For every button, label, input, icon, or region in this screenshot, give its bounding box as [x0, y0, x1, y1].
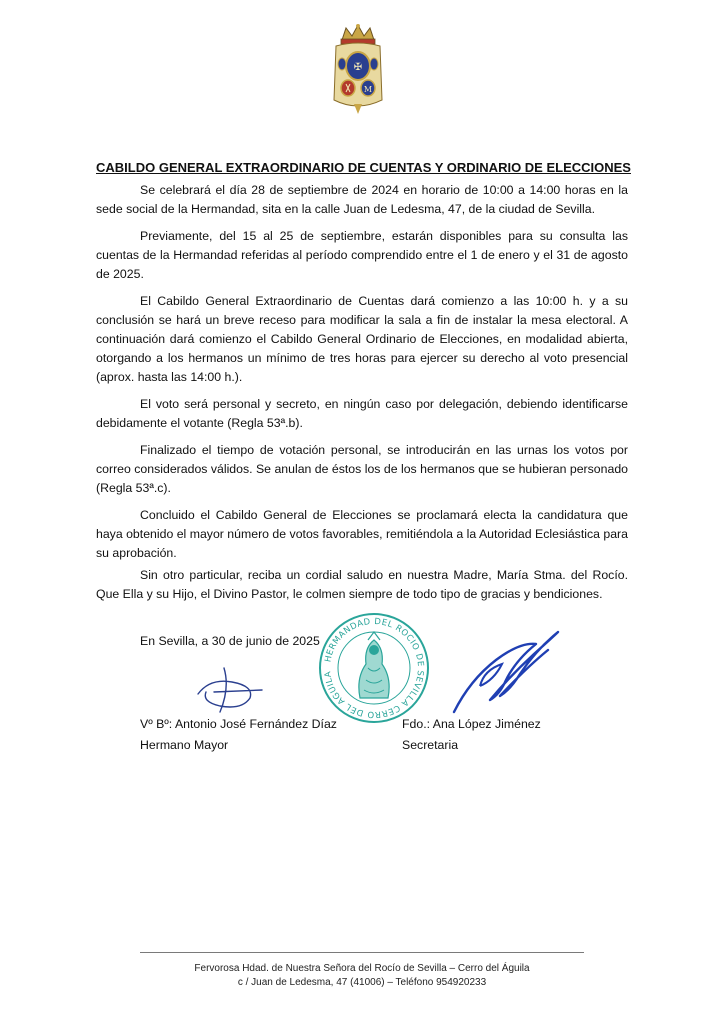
- signature-left-block: [140, 714, 337, 756]
- signature-right-name: Fdo.: Ana López Jiménez: [402, 717, 541, 731]
- signature-left-name: Vº Bº: Antonio José Fernández Díaz: [140, 717, 337, 731]
- paragraph-2: Previamente, del 15 al 25 de septiembre, estarán disponibles para su consulta las cuentas de la Hermandad referidas al período comprendido entre el 1 de enero y el 31 de agosto de 2025.: [96, 229, 628, 281]
- document-title: CABILDO GENERAL EXTRAORDINARIO DE CUENTAS Y ORDINARIO DE ELECCIONES: [96, 160, 631, 175]
- footer-divider: [140, 952, 584, 953]
- signature-right-role: Secretaria: [402, 738, 459, 752]
- signature-left-icon: [190, 664, 270, 714]
- signature-right-block: [402, 714, 541, 756]
- closing-block: [96, 566, 628, 612]
- paragraph-3: El Cabildo General Extraordinario de Cuentas dará comienzo a las 10:00 h. y a su conclusión se hará un breve receso para modificar la sala a fin de instalar la mesa electoral. A continuación dará comienzo el Cabildo General Ordinario de Elecciones, en modalidad abierta, otorgando a los hermanos un mínimo de tres horas para ejercer su derecho al voto presencial (aprox. hasta las 14:00 h.).: [96, 294, 628, 384]
- signature-right-icon: [450, 630, 560, 716]
- date-line: En Sevilla, a 30 de junio de 2025: [140, 634, 320, 648]
- footer-line-1: Fervorosa Hdad. de Nuestra Señora del Rocío de Sevilla – Cerro del Águila: [194, 963, 530, 974]
- seal-stamp-icon: [318, 612, 430, 724]
- closing-paragraph: Sin otro particular, reciba un cordial saludo en nuestra Madre, María Stma. del Rocío. Que Ella y su Hijo, el Divino Pastor, le colmen siempre de todo tipo de gracias y bendiciones.: [96, 568, 628, 601]
- svg-text:✠: ✠: [353, 62, 363, 73]
- paragraph-1: Se celebrará el día 28 de septiembre de 2024 en horario de 10:00 a 14:00 horas en la sede social de la Hermandad, sita en la calle Juan de Ledesma, 47, de la ciudad de Sevilla.: [96, 183, 628, 216]
- footer: [120, 962, 604, 990]
- svg-text:M: M: [363, 85, 373, 94]
- paragraph-6: Concluido el Cabildo General de Elecciones se proclamará electa la candidatura que haya obtenido el mayor número de votos favorables, remitiéndola a la Autoridad Eclesiástica para su aprobación.: [96, 508, 628, 560]
- footer-line-2: c / Juan de Ledesma, 47 (41006) – Teléfono 954920233: [237, 977, 487, 988]
- paragraph-4: El voto será personal y secreto, en ningún caso por delegación, debiendo identificarse debidamente el votante (Regla 53ª.b).: [96, 397, 628, 430]
- document-body: [96, 160, 631, 571]
- crest-emblem-icon: [326, 22, 390, 116]
- seal-text: HERMANDAD DEL ROCIO DE SEVILLA CERRO DEL AGUILA: [323, 616, 426, 720]
- signature-left-role: Hermano Mayor: [140, 738, 229, 752]
- paragraph-5: Finalizado el tiempo de votación personal, se introducirán en las urnas los votos por correo considerados válidos. Se anulan de éstos los de los hermanos que se hubieran personado (Regla 53ª.c).: [96, 443, 628, 495]
